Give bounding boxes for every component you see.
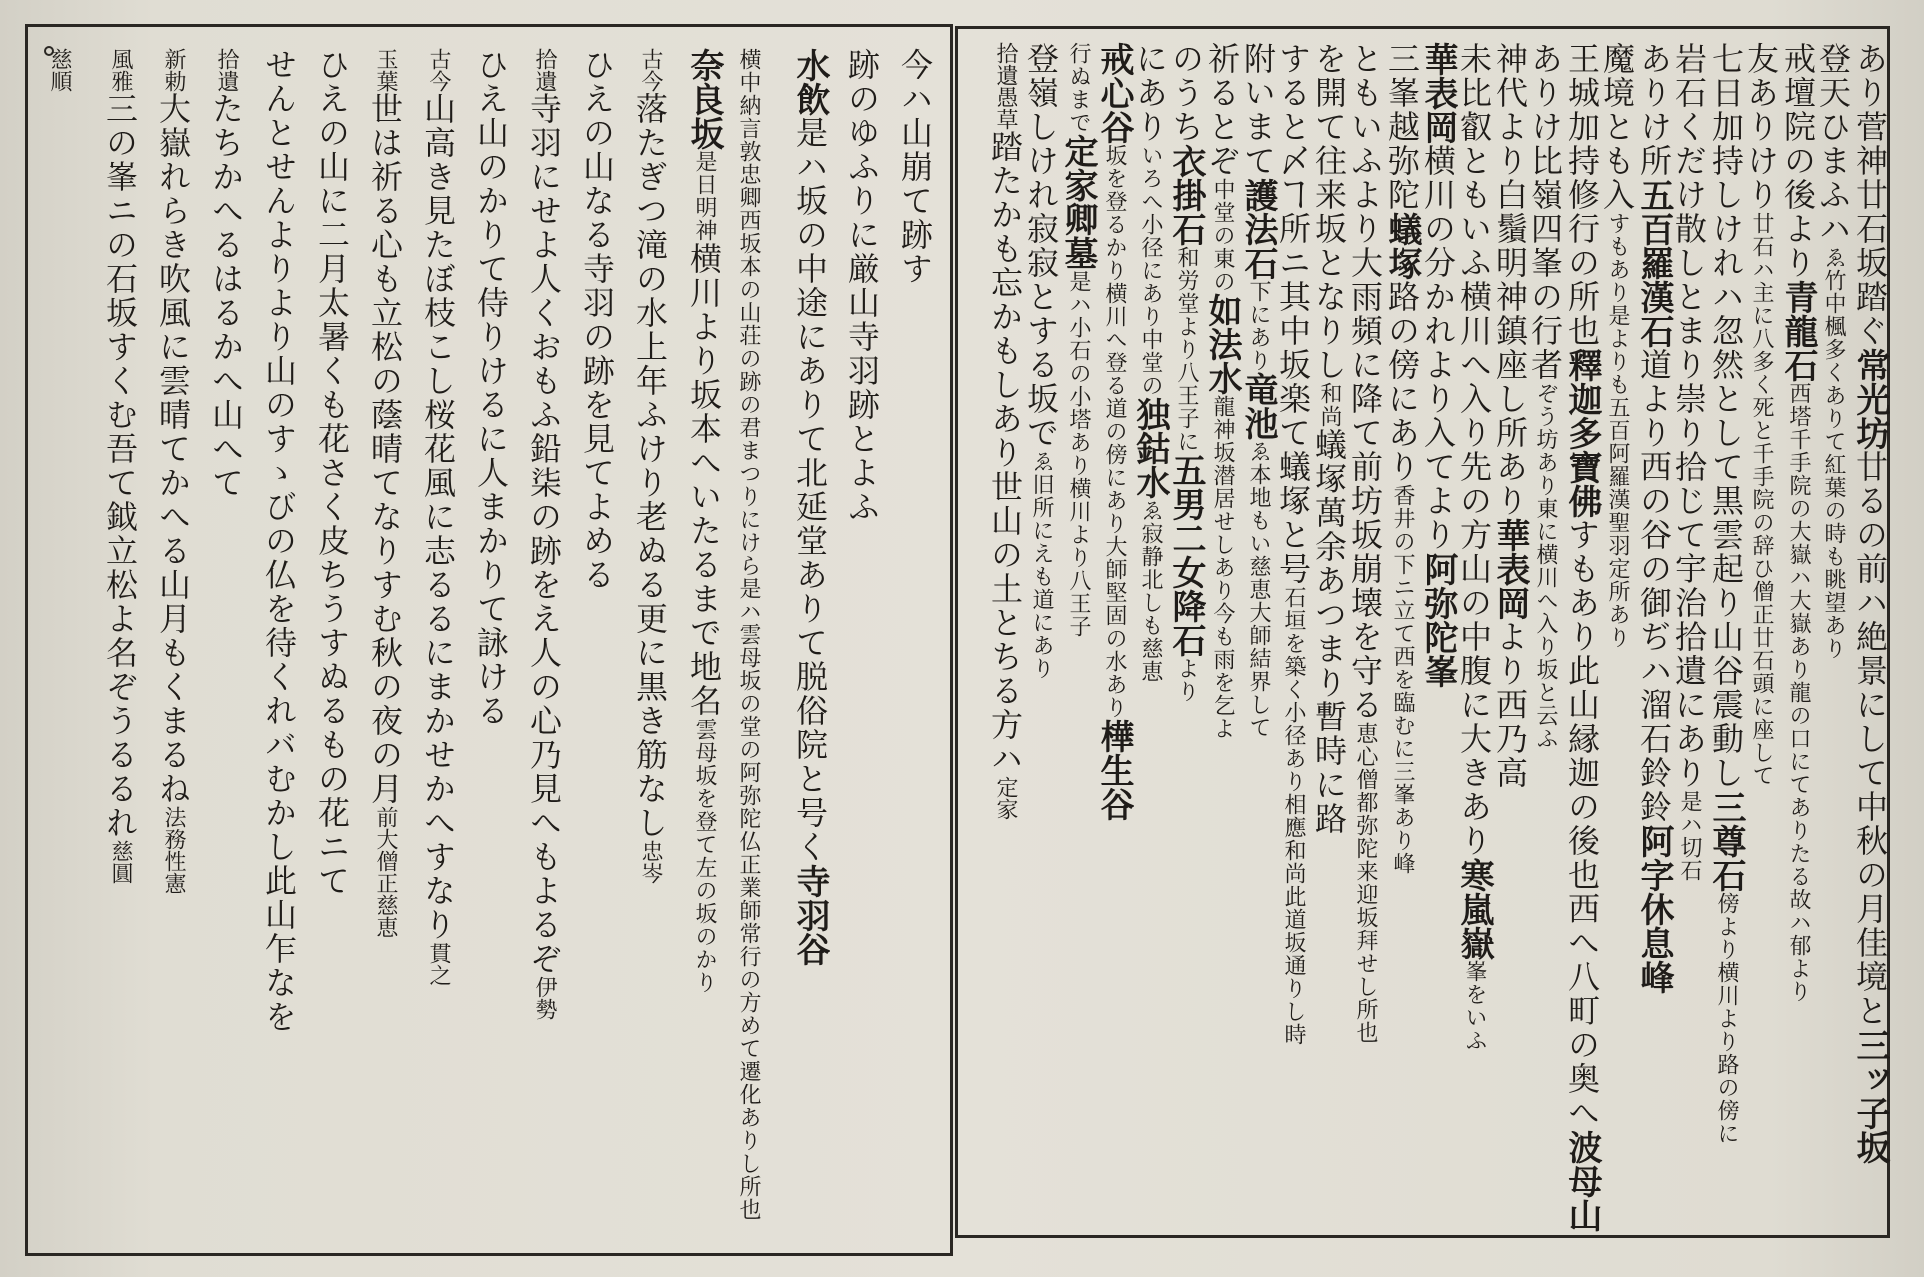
heading-text: 如法水 [1202,293,1242,395]
heading-text: 常光坊 [1850,348,1890,450]
body-text: 中堂の東の [1210,178,1235,293]
heading-text: 華表岡 [1490,518,1530,620]
body-text: 祈るとぞ [1203,42,1241,178]
body-text: 是ハ切石 [1677,790,1702,882]
heading-text: 竜池 [1238,372,1278,440]
heading-text: 奈良坂 [684,48,724,150]
body-text: 横中納言敦忠卿西坂本の山荘の跡の君まつりにけら [736,48,761,577]
text-column [203,48,249,1248]
body-text: 傍より横川より路の傍に [1714,892,1739,1145]
body-text: 落たぎつ滝の水上年ふけり老ぬる更に黒き筋なし [631,92,669,840]
attribution-text: 伊勢 [532,976,557,1020]
heading-text: 水飲 [790,48,830,116]
body-text: ゑ竹中楓多くありて紅葉の時も眺望あり [1821,246,1846,660]
heading-text: 五百羅漢石 [1634,178,1674,348]
body-text: 路の傍にあり [1383,280,1421,484]
body-text: 今ハ山崩て跡す [896,48,934,286]
body-text: 廿石ハ主に八多く死と千手院の辞ひ僧正廿石頭に座して [1749,212,1774,787]
text-column [627,48,673,1248]
body-text: 踏たかも忘かもしあり世山の土とちる方ハ [986,130,1024,776]
body-text: 山高き見たぼ枝こし桜花風に志るるにまかせかへすなり [419,92,457,942]
attribution-text: 拾遺 [532,48,557,92]
body-text: 附いまて [1239,42,1277,178]
body-text: せんとせんよりより山のすゝびの仏を待くれバむかし此山乍なを [260,48,298,1034]
body-text: 登嶺しけれ寂寂とする坂で [1022,42,1060,450]
text-column [839,48,885,1248]
body-text: ひえの山なる寺羽の跡を見てよめる [578,48,616,592]
body-text: 是ハ雲母坂の堂の阿弥陀仏正業師常行の方めて遷化ありし所也 [736,577,761,1221]
body-text: ぞう坊あり東に横川へ入り坂と云ふ [1533,382,1558,750]
body-text: ありけ比嶺四峯の行者 [1526,42,1564,382]
attribution-text: 定家 [993,776,1018,820]
body-text: 是ハ小石の小塔あり [1066,270,1091,477]
text-column [309,48,355,1248]
body-text: 大師堅固の水あり [1102,535,1127,719]
heading-text: 阿弥陀峯 [1418,552,1458,688]
body-text: 未比叡ともいふ横川へ入り先の方山の中腹に大きあり [1455,42,1493,858]
body-text: 友ありけり [1742,42,1780,212]
body-text: 和尚 [1317,382,1342,428]
heading-text: 寒嵐嶽 [1454,858,1494,960]
heading-text: 青龍石 [1778,280,1818,382]
body-text: ゑ旧所に [1029,450,1054,542]
body-text: 道より西の谷の御ぢハ溜石鈴鈴 [1635,348,1673,824]
body-text: ゑ本地もい慈恵大師結界して [1246,440,1271,739]
attribution-text: 忠岑 [638,840,663,884]
text-column [733,48,764,1248]
attribution-text: 慈順 [47,48,72,92]
attribution-text: 風雅 [108,48,133,92]
body-text: 香井の下ニ立て西を臨むに三峯あり峰 [1390,484,1415,875]
heading-text: 衣掛石 [1166,144,1206,246]
heading-text: 華表岡 [1418,42,1458,144]
body-text: えも道にあり [1029,542,1054,680]
attribution-text: 新勅 [161,48,186,92]
text-column [786,48,835,1248]
body-text: 三峯越弥陀 [1383,42,1421,212]
body-text: 寺羽にせよ人くおもふ鉛柒の跡をえ人の心乃見へもよるぞ [525,92,563,976]
body-text: より西乃高 [1491,620,1529,790]
text-column [680,48,729,1248]
body-text: 西塔千手院の大嶽ハ大嶽あり龍の口にてありたる故ハ郁より [1786,382,1811,1003]
heading-text: 三ッ子坂 [1850,1028,1890,1164]
text-column [574,48,620,1248]
text-column [521,48,567,1248]
body-text: 横川へ登る道の傍にあり [1102,282,1127,535]
heading-text: 戒心谷 [1094,42,1134,144]
text-column [362,48,408,1248]
body-text: たちかへるはるかへ山へて [207,92,245,500]
body-text: 横川の分かれより入てより [1419,144,1457,552]
body-text: いろへ小径にあり [1138,144,1163,328]
body-text: 中堂の [1138,328,1163,397]
heading-text: 護法石 [1238,178,1278,280]
body-text: 行ぬまで [1066,42,1091,134]
attribution-text: 法務性憲 [161,806,186,894]
body-text: 登天ひまふハ [1814,42,1852,246]
heading-text: 蟻塚 [1382,212,1422,280]
body-text: 大嶽れらき吹風に雲晴てかへる山月もくまるね [154,92,192,806]
body-text: 是ハ坂の中途にありて北延堂ありて脱俗院と号く [791,116,829,864]
body-text: 横川より坂本へいたるまで地名 [685,242,723,718]
text-column [892,48,938,1248]
attribution-text: 玉葉 [373,48,398,92]
heading-text: 三尊石 [1706,790,1746,892]
body-text: 廿るの前ハ絶景にして中秋の月佳境と [1851,450,1889,1028]
body-text: にあり [1131,42,1169,144]
body-text: ありけ所 [1635,42,1673,178]
body-text: すもあり此山縁迦の後也西へ八町の奥へ [1563,518,1601,1130]
text-column [982,42,1028,1242]
body-text: より [1174,657,1199,703]
attribution-text: 古今 [426,48,451,92]
body-text: ひえの山に二月太暑くも花さく皮ちうすぬるもの花ニて [313,48,351,898]
body-text: 雲母坂を登て左の坂のかり [692,718,717,994]
body-text: ひえ山のかりて侍りけるに人まかりて詠ける [472,48,510,728]
heading-text: 樺生谷 [1094,719,1134,821]
text-column [97,48,143,1248]
body-text: 是日明神 [692,150,717,242]
text-column [256,48,302,1248]
body-text: 王城加持修行の所也 [1563,42,1601,348]
attribution-text: 慈圓 [108,840,133,884]
body-text: のうち [1167,42,1205,144]
attribution-text: 貫之 [426,942,451,986]
text-column [468,48,514,1248]
heading-text: 波母山 [1562,1130,1602,1232]
heading-text: 釋迦多寶佛 [1562,348,1602,518]
body-text: 戒壇院の後より [1779,42,1817,280]
text-column [415,48,461,1248]
heading-text: 五男二女降石 [1166,453,1206,657]
body-text: 神代より白鬚明神鎮座し所あり [1491,42,1529,518]
heading-text: 定家卿墓 [1058,134,1098,270]
body-text: 龍神坂潜居せしあり今も雨を乞よ [1210,395,1235,740]
heading-text: 阿字休息峰 [1634,824,1674,994]
body-text: 蟻塚萬余あつまり暫時に路 [1310,428,1348,836]
body-text: 三の峯ニの石坂すくむ吾て鉞立松よ名ぞうるるれ [101,92,139,840]
body-text: あり菅神廿石坂踏ぐ [1851,42,1889,348]
attribution-text: 古今 [638,48,663,92]
body-text: 世は祈る心も立松の蔭晴てなりすむ秋の夜の月 [366,92,404,806]
body-text: 跡のゆふりに厳山寺羽跡とよふ [843,48,881,524]
body-text: 和労堂より八王子に [1174,246,1199,453]
body-text: 七日加持しけれハ忽然として黒雲起り山谷震動し [1707,42,1745,790]
body-text: すると〆ヿ所ニ其中坂楽て蟻塚と号 [1274,42,1312,586]
body-text: ゑ寂静北しも慈恵 [1138,499,1163,683]
body-text: を開て往来坂となりし [1310,42,1348,382]
body-text: 峯をいふ [1462,960,1487,1052]
attribution-text: 拾遺愚草 [993,42,1018,130]
body-text: すもあり是よりも五百阿羅漢聖羽定所あり [1605,212,1630,649]
text-column [44,48,75,1248]
body-text: 岩石くだけ散しとまり崇り拾じて宇治拾遺にあり [1670,42,1708,790]
body-text: 坂を登るかり [1102,144,1127,282]
heading-text: 寺羽谷 [790,864,830,966]
attribution-text: 拾遺 [214,48,239,92]
heading-text: 独鈷水 [1130,397,1170,499]
body-text: 魔境とも入 [1598,42,1636,212]
body-text: 下にあり [1246,280,1271,372]
text-column [150,48,196,1248]
body-text: 恵心僧都弥陀来迎坂拜せし所也 [1353,722,1378,1044]
body-text: 石垣を築く小径あり相應和尚此道坂通りし時 [1281,586,1306,1046]
body-text: 横川より八王子 [1066,477,1091,638]
attribution-text: 前大僧正慈恵 [373,806,398,938]
body-text: ともいふより大雨頻に降て前坊坂崩壊を守る [1346,42,1384,722]
